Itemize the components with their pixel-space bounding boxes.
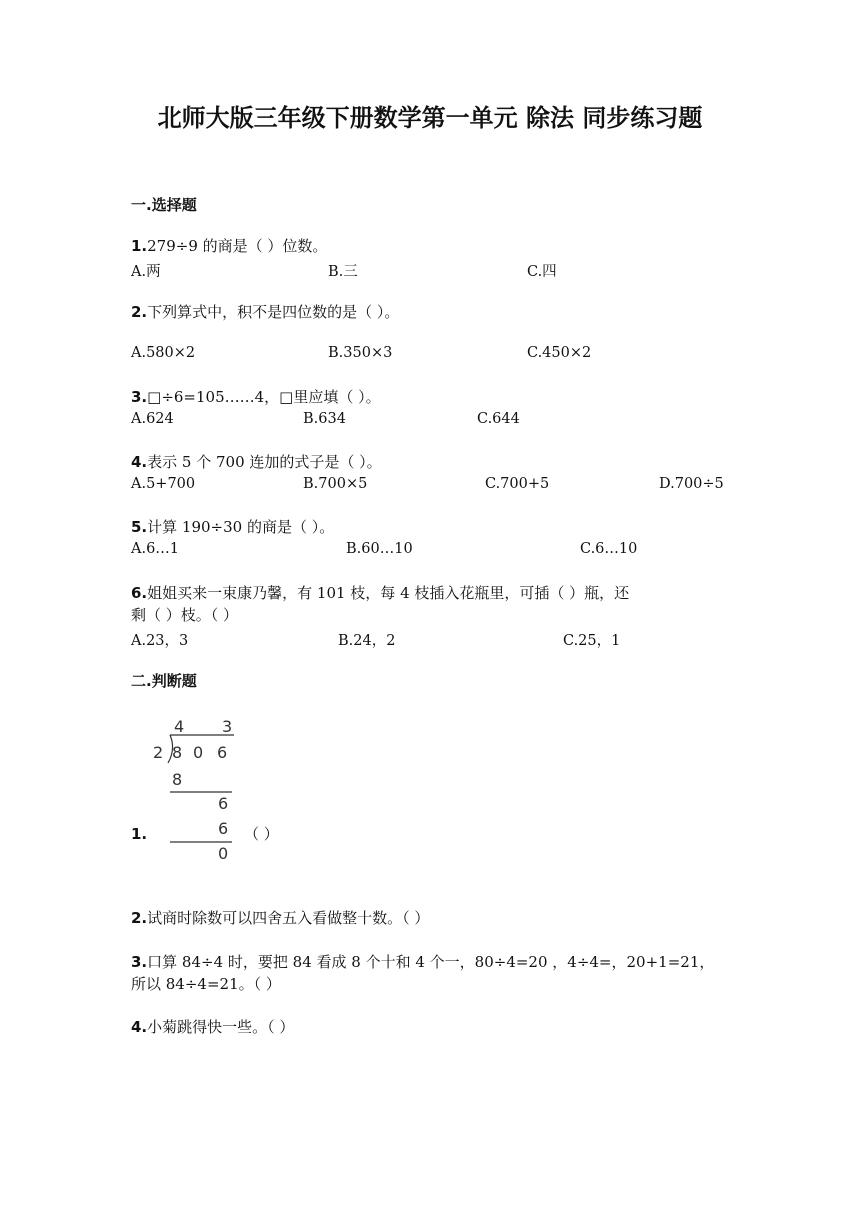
option-b: B.三 <box>328 264 358 280</box>
remainder-digit: 6 <box>218 794 229 813</box>
dividend-digit: 8 <box>172 743 183 762</box>
question-text: 279÷9 的商是（ ）位数。 <box>147 237 328 255</box>
question-6 <box>131 582 629 604</box>
option-c: C.450×2 <box>527 345 592 361</box>
answer-blank: （ ） <box>244 825 279 843</box>
question-number: 1. <box>131 825 148 843</box>
option-a: A.两 <box>131 264 161 280</box>
division-bracket-lines <box>150 715 245 865</box>
question-number: 1. <box>131 237 148 255</box>
question-number: 6. <box>131 584 148 602</box>
question-text-line2: 所以 84÷4=21。（ ） <box>131 975 281 993</box>
remainder-digit: 0 <box>218 844 229 863</box>
judgment-2 <box>131 907 429 929</box>
option-d: D.700÷5 <box>659 476 724 492</box>
quotient-digit: 4 <box>174 717 185 736</box>
option-b: B.634 <box>303 411 346 427</box>
question-number: 4. <box>131 453 148 471</box>
option-a: A.23，3 <box>131 633 189 649</box>
question-5 <box>131 516 334 538</box>
question-text: 试商时除数可以四舍五入看做整十数。（ ） <box>147 909 430 927</box>
dividend-digit: 6 <box>217 743 228 762</box>
question-number: 2. <box>131 909 148 927</box>
judgment-1 <box>131 823 147 845</box>
option-b: B.24，2 <box>338 633 396 649</box>
option-a: A.5+700 <box>131 476 196 492</box>
quotient-digit: 3 <box>222 717 233 736</box>
question-6-continued <box>131 604 238 626</box>
option-b: B.350×3 <box>328 345 393 361</box>
question-number: 5. <box>131 518 148 536</box>
long-division-figure <box>150 715 245 865</box>
question-text-line2: 剩（ ）枝。（ ） <box>131 606 239 624</box>
question-number: 2. <box>131 303 148 321</box>
question-4 <box>131 451 382 473</box>
question-text: 小菊跳得快一些。（ ） <box>147 1018 295 1036</box>
option-c: C.25，1 <box>563 633 621 649</box>
option-c: C.644 <box>477 411 520 427</box>
option-c: C.6…10 <box>580 541 638 557</box>
question-text-line1: 口算 84÷4 时，要把 84 看成 8 个十和 4 个一，80÷4=20 ，4÷4=，20+1=21， <box>147 953 715 971</box>
judgment-3 <box>131 951 714 973</box>
question-text: 下列算式中，积不是四位数的是（ ）。 <box>147 303 400 321</box>
question-3 <box>131 386 381 408</box>
section-heading-choice: 一.选择题 <box>131 196 197 214</box>
option-a: A.580×2 <box>131 345 196 361</box>
divisor-digit: 2 <box>153 743 164 762</box>
question-2 <box>131 301 399 323</box>
option-b: B.60…10 <box>346 541 413 557</box>
question-1 <box>131 235 327 257</box>
question-text: 计算 190÷30 的商是（ ）。 <box>147 518 335 536</box>
option-c: C.700+5 <box>485 476 550 492</box>
question-number: 3. <box>131 388 148 406</box>
question-number: 4. <box>131 1018 148 1036</box>
question-text-line1: 姐姐买来一束康乃馨，有 101 枝，每 4 枝插入花瓶里，可插（ ）瓶，还 <box>147 584 630 602</box>
option-a: A.6…1 <box>131 541 180 557</box>
option-c: C.四 <box>527 264 557 280</box>
question-text: 表示 5 个 700 连加的式子是（ ）。 <box>147 453 382 471</box>
judgment-3-continued <box>131 973 281 995</box>
option-a: A.624 <box>131 411 174 427</box>
judgment-4 <box>131 1016 294 1038</box>
question-text: □÷6=105……4，□里应填（ ）。 <box>147 388 381 406</box>
subtrahend-digit: 6 <box>218 819 229 838</box>
dividend-digit: 0 <box>193 743 204 762</box>
page-title: 北师大版三年级下册数学第一单元 除法 同步练习题 <box>157 104 703 132</box>
option-b: B.700×5 <box>303 476 368 492</box>
section-heading-judgment: 二.判断题 <box>131 672 197 690</box>
subtrahend-digit: 8 <box>172 770 183 789</box>
question-number: 3. <box>131 953 148 971</box>
